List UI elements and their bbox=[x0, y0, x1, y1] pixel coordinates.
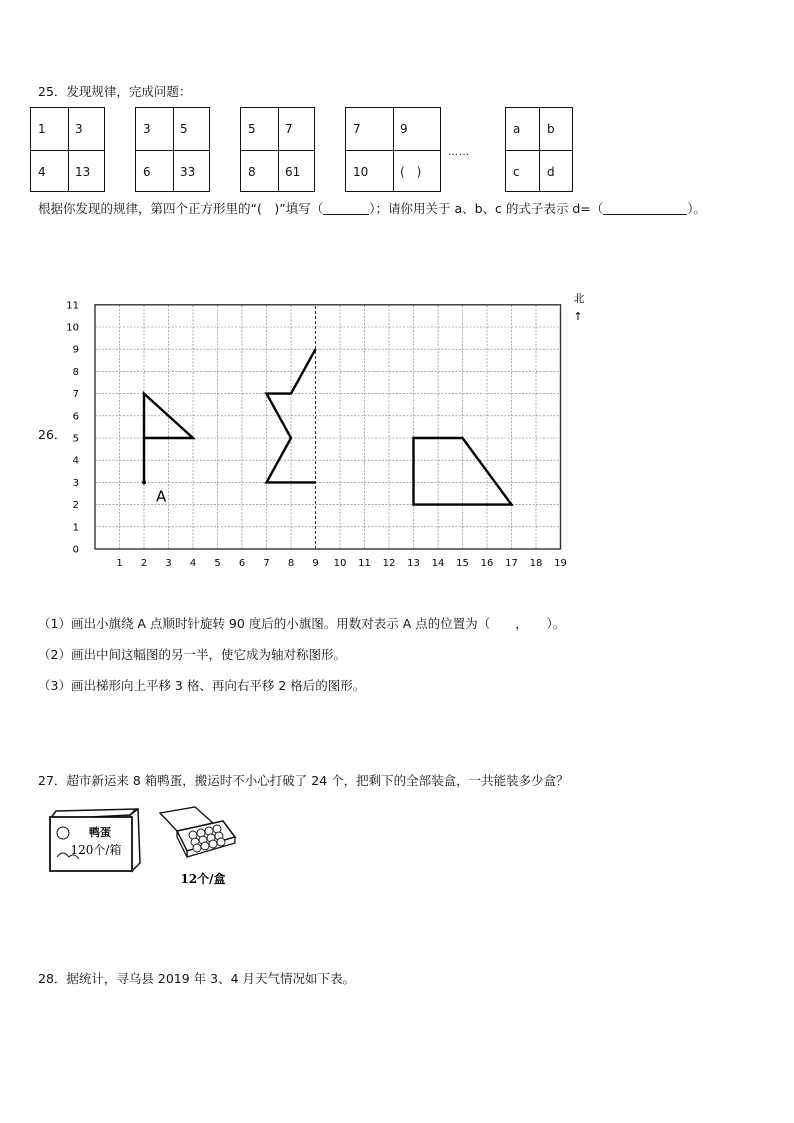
x-tick-label: 11 bbox=[358, 558, 371, 569]
x-tick-label: 3 bbox=[165, 558, 172, 569]
x-tick-label: 19 bbox=[554, 558, 567, 569]
x-tick-label: 8 bbox=[287, 558, 295, 569]
grid-figures bbox=[142, 349, 512, 504]
x-tick-label: 17 bbox=[505, 558, 518, 569]
square-4-top-right: 9 bbox=[400, 122, 408, 136]
square-2-top-left: 3 bbox=[143, 122, 151, 136]
x-tick-label: 5 bbox=[214, 558, 221, 569]
egg-crate-title: 鸭蛋 bbox=[89, 826, 111, 839]
x-tick-label: 1 bbox=[116, 558, 123, 569]
y-tick-label: 1 bbox=[72, 522, 79, 534]
square-3-top-right: 7 bbox=[285, 122, 293, 136]
x-tick-label: 15 bbox=[456, 558, 469, 569]
y-tick-label: 2 bbox=[72, 500, 79, 512]
square-general-a: a bbox=[513, 122, 521, 136]
square-4-top-left: 7 bbox=[353, 122, 361, 136]
q26-sub3: （3）画出梯形向上平移 3 格、再向右平移 2 格后的图形。 bbox=[38, 678, 366, 693]
square-1-bottom-left: 4 bbox=[38, 165, 46, 179]
flag-figure bbox=[144, 394, 193, 483]
y-tick-label: 3 bbox=[72, 477, 79, 489]
x-tick-label: 4 bbox=[189, 558, 197, 569]
square-3-bottom-left: 8 bbox=[248, 165, 256, 179]
grid-border bbox=[95, 305, 561, 549]
q26-sub2: （2）画出中间这幅图的另一半，使它成为轴对称图形。 bbox=[38, 647, 346, 662]
q26-sub1: （1）画出小旗绕 A 点顺时针旋转 90 度后的小旗图。用数对表示 A 点的位置为（ ， ）。 bbox=[38, 616, 566, 631]
square-3-top-left: 5 bbox=[248, 122, 256, 136]
y-tick-label: 10 bbox=[66, 322, 79, 334]
q25-prompt: 25．发现规律，完成问题： bbox=[38, 84, 192, 99]
egg-carton-label: 12个/盒 bbox=[180, 872, 226, 886]
north-label: 北 bbox=[573, 292, 585, 305]
square-general-d: d bbox=[547, 165, 555, 179]
square-1-top-left: 1 bbox=[38, 122, 46, 136]
q27-prompt: 27．超市新运来 8 箱鸭蛋，搬运时不小心打破了 24 个，把剩下的全部装盒，一共能装多少盒？ bbox=[38, 773, 569, 788]
square-1-top-right: 3 bbox=[75, 122, 83, 136]
y-tick-label: 11 bbox=[66, 300, 79, 312]
x-tick-label: 18 bbox=[529, 558, 543, 569]
y-tick-label: 4 bbox=[72, 455, 79, 467]
square-1-bottom-right: 13 bbox=[75, 165, 91, 179]
square-general-b: b bbox=[547, 122, 555, 136]
y-tick-label: 7 bbox=[72, 389, 79, 401]
x-tick-label: 10 bbox=[333, 558, 347, 569]
square-2-top-right: 5 bbox=[180, 122, 188, 136]
y-tick-label: 5 bbox=[72, 433, 79, 445]
egg-carton-illustration bbox=[155, 805, 245, 890]
point-a-label: A bbox=[156, 487, 167, 506]
y-tick-label: 9 bbox=[72, 344, 79, 356]
pattern-ellipsis: …… bbox=[448, 147, 470, 158]
q25-question-part-a: 根据你发现的规律，第四个正方形里的“( )”填写（ bbox=[38, 201, 324, 216]
point-a bbox=[142, 480, 146, 484]
x-tick-label: 9 bbox=[312, 558, 319, 569]
x-tick-label: 7 bbox=[263, 558, 270, 569]
x-tick-label: 16 bbox=[480, 558, 494, 569]
square-4-answer-blank[interactable]: ( ) bbox=[400, 165, 422, 179]
square-2-bottom-right: 33 bbox=[180, 165, 196, 179]
y-tick-label: 8 bbox=[72, 366, 79, 378]
egg-crate-label: 120个/箱 bbox=[70, 843, 122, 857]
x-tick-label: 12 bbox=[382, 558, 396, 569]
grid-lines bbox=[95, 305, 561, 549]
grid-tick-labels bbox=[66, 300, 567, 569]
q25-question-part-c: ）。 bbox=[687, 201, 707, 216]
y-tick-label: 6 bbox=[72, 411, 79, 423]
north-arrow-icon: ↑ bbox=[573, 310, 583, 323]
square-3-bottom-right: 61 bbox=[285, 165, 301, 179]
y-tick-label: 0 bbox=[72, 544, 79, 556]
x-tick-label: 2 bbox=[140, 558, 148, 569]
x-tick-label: 13 bbox=[407, 558, 420, 569]
square-general-c: c bbox=[513, 165, 520, 179]
egg-crate-illustration bbox=[46, 805, 146, 875]
square-4-bottom-left: 10 bbox=[353, 165, 369, 179]
x-tick-label: 6 bbox=[238, 558, 246, 569]
square-2-bottom-left: 6 bbox=[143, 165, 151, 179]
q28-prompt: 28．据统计，寻乌县 2019 年 3、4 月天气情况如下表。 bbox=[38, 971, 356, 986]
x-tick-label: 14 bbox=[431, 558, 445, 569]
q25-question-part-b: ）；请你用关于 a、b、c 的式子表示 d=（ bbox=[369, 201, 604, 216]
q26-number: 26． bbox=[38, 427, 67, 442]
